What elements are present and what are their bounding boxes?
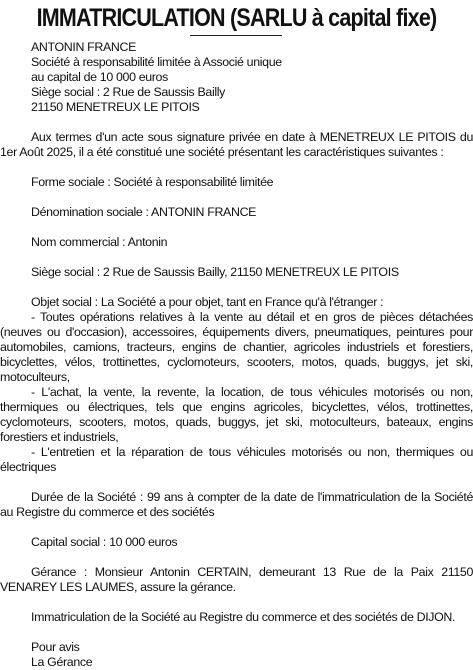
title-underline xyxy=(190,35,282,36)
nom-commercial: Nom commercial : Antonin xyxy=(31,235,168,249)
gerance: Gérance : Monsieur Antonin CERTAIN, demeurant 13 Rue de la Paix 21150 VENAREY LES LAUMES, assure la gérance. xyxy=(0,565,473,594)
capital-social: Capital social : 10 000 euros xyxy=(31,535,178,549)
company-header xyxy=(0,40,473,115)
company-city: 21150 MENETREUX LE PITOIS xyxy=(31,100,200,114)
denomination-sociale: Dénomination sociale : ANTONIN FRANCE xyxy=(31,205,257,219)
objet-item: - L'entretien et la réparation de tous véhicules motorisés ou non, thermiques ou électriques xyxy=(0,445,473,474)
objet-item: - L'achat, la vente, la revente, la location, de tous véhicules motorisés ou non, thermiques ou électriques, tels que engins agricoles, bicyclettes, vélos, trottinettes, cyclomoteurs, scooters, motos, quads, buggys, jet ski, motoculteurs, bateaux, engins forestiers et industriels, xyxy=(0,385,473,444)
objet-social-intro: Objet social : La Société a pour objet, tant en France qu'à l'étranger : xyxy=(31,295,384,309)
closing-pour-avis: Pour avis xyxy=(31,640,80,654)
duree-societe: Durée de la Société : 99 ans à compter de la date de l'immatriculation de la Société au Registre du commerce et des sociétés xyxy=(0,490,473,519)
notice-title: IMMATRICULATION (SARLU à capital fixe) xyxy=(36,4,437,32)
company-address: Siège social : 2 Rue de Saussis Bailly xyxy=(31,85,226,99)
company-form: Société à responsabilité limitée à Associé unique xyxy=(31,55,282,69)
closing-block xyxy=(0,640,473,670)
intro-paragraph: Aux termes d'un acte sous signature privée en date à MENETREUX LE PITOIS du 1er Août 2025, il a été constitué une société présentant les caractéristiques suivantes : xyxy=(0,130,473,159)
closing-signatory: La Gérance xyxy=(31,655,93,669)
objet-item: - Toutes opérations relatives à la vente au détail et en gros de pièces détachées (neuves ou d'occasion), accessoires, équipements divers, pneumatiques, peintures pour automobiles, camions, tracteurs, engins de chantier, agricoles industriels et forestiers, bicyclettes, vélos, trottinettes, cyclomoteurs, scooters, motos, quads, buggys, jet ski, motoculteurs, xyxy=(0,310,473,384)
forme-sociale: Forme sociale : Société à responsabilité limitée xyxy=(31,175,274,189)
notice-body xyxy=(0,40,473,670)
company-name: ANTONIN FRANCE xyxy=(31,40,137,54)
immatriculation-registre: Immatriculation de la Société au Registre du commerce et des sociétés de DIJON. xyxy=(31,610,456,624)
company-capital: au capital de 10 000 euros xyxy=(31,70,168,84)
siege-social: Siège social : 2 Rue de Saussis Bailly, 21150 MENETREUX LE PITOIS xyxy=(31,265,399,279)
